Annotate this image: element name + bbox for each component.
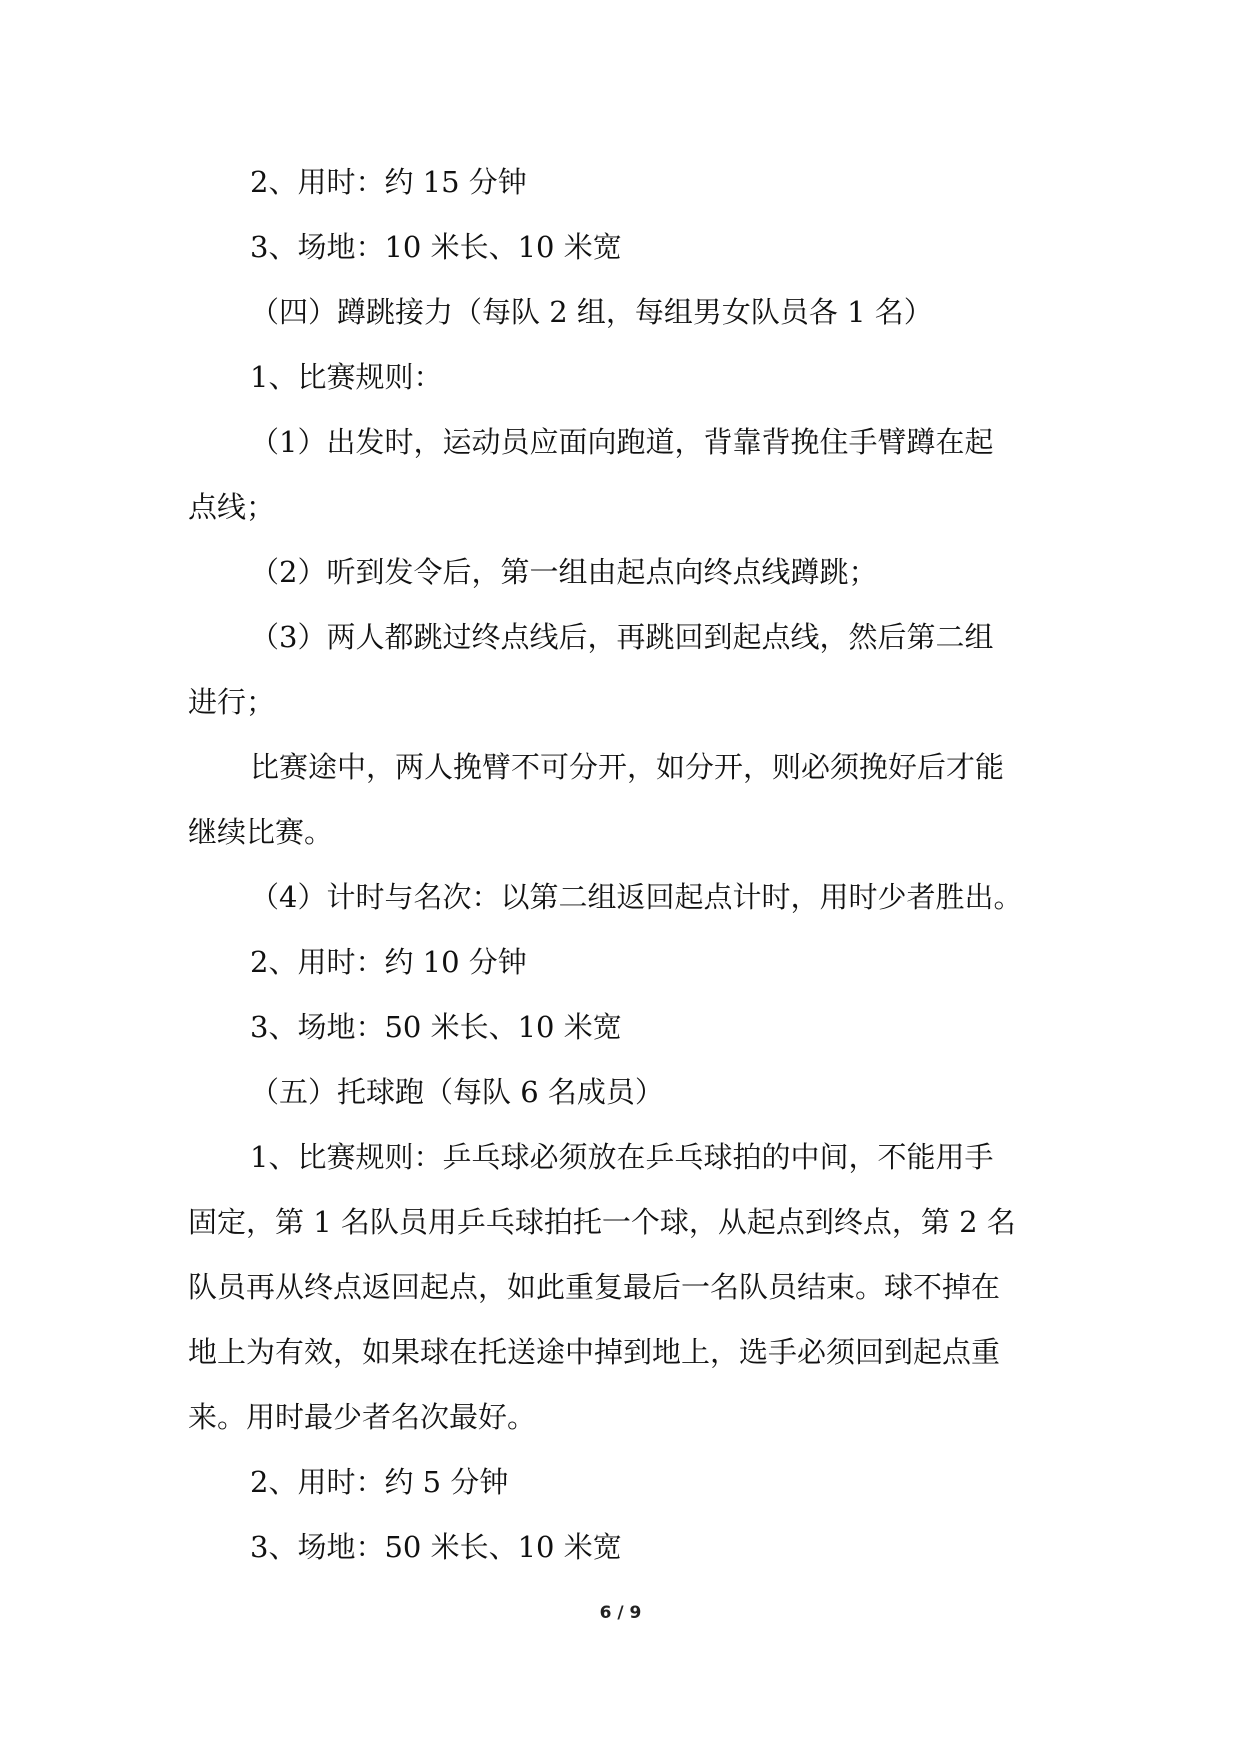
paragraph-line: 比赛途中，两人挽臂不可分开，如分开，则必须挽好后才能 — [250, 750, 1005, 784]
page-number: 6 / 9 — [599, 1603, 642, 1623]
paragraph-line: （1）出发时，运动员应面向跑道，背靠背挽住手臂蹲在起 — [250, 425, 994, 459]
paragraph-line: 固定，第 1 名队员用乒乓球拍托一个球，从起点到终点，第 2 名 — [188, 1205, 1016, 1239]
paragraph-line: 进行； — [188, 685, 276, 719]
document-body — [188, 150, 1068, 1580]
paragraph-line: 1、比赛规则： — [250, 360, 443, 394]
section-heading: （五）托球跑（每队 6 名成员） — [250, 1075, 664, 1109]
section-heading: （四）蹲跳接力（每队 2 组，每组男女队员各 1 名） — [250, 295, 933, 329]
paragraph-line: （4）计时与名次：以第二组返回起点计时，用时少者胜出。 — [250, 880, 1023, 914]
paragraph-line: 队员再从终点返回起点，如此重复最后一名队员结束。球不掉在 — [188, 1270, 1001, 1304]
paragraph-line: 来。用时最少者名次最好。 — [188, 1400, 537, 1434]
paragraph-line: 3、场地：10 米长、10 米宽 — [250, 230, 622, 264]
paragraph-line: 点线； — [188, 490, 276, 524]
paragraph-line: 1、比赛规则：乒乓球必须放在乒乓球拍的中间，不能用手 — [250, 1140, 994, 1174]
paragraph-line: 继续比赛。 — [188, 815, 334, 849]
paragraph-line: 地上为有效，如果球在托送途中掉到地上，选手必须回到起点重 — [188, 1335, 1001, 1369]
paragraph-line: （3）两人都跳过终点线后，再跳回到起点线，然后第二组 — [250, 620, 994, 654]
paragraph-line: 2、用时：约 5 分钟 — [250, 1465, 509, 1499]
paragraph-line: （2）听到发令后，第一组由起点向终点线蹲跳； — [250, 555, 878, 589]
paragraph-line: 3、场地：50 米长、10 米宽 — [250, 1010, 622, 1044]
paragraph-line: 3、场地：50 米长、10 米宽 — [250, 1530, 622, 1564]
paragraph-line: 2、用时：约 15 分钟 — [250, 165, 527, 199]
paragraph-line: 2、用时：约 10 分钟 — [250, 945, 527, 979]
